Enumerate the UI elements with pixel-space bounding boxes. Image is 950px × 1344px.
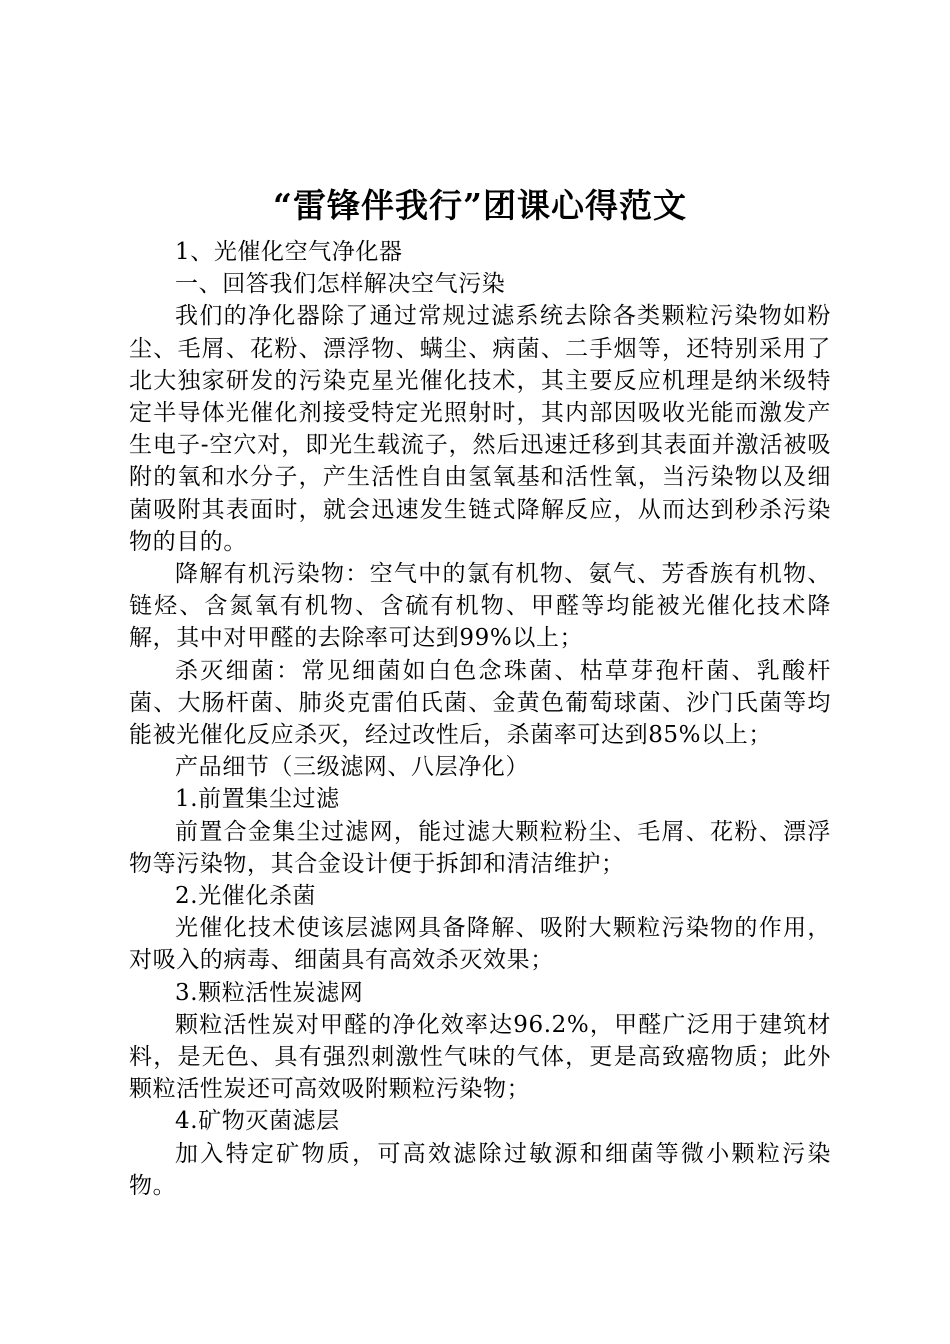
heading-item-1: 1、光催化空气净化器	[175, 239, 403, 265]
heading-product-details: 产品细节（三级滤网、八层净化）	[175, 754, 529, 781]
heading-step-2: 2.光催化杀菌	[175, 883, 317, 910]
paragraph-step-3: 颗粒活性炭对甲醛的净化效率达96.2%，甲醛广泛用于建筑材料，是无色、具有强烈刺激性气味的气体，更是高致癌物质；此外颗粒活性炭还可高效吸附颗粒污染物；	[129, 1011, 831, 1103]
paragraph-step-4: 加入特定矿物质，可高效滤除过敏源和细菌等微小颗粒污染物。	[129, 1140, 831, 1199]
heading-step-4: 4.矿物灭菌滤层	[175, 1108, 340, 1135]
paragraph-step-2: 光催化技术使该层滤网具备降解、吸附大颗粒污染物的作用，对吸入的病毒、细菌具有高效杀灭效果；	[129, 915, 831, 974]
document-page	[129, 184, 831, 1202]
document-title: “雷锋伴我行”团课心得范文	[273, 186, 687, 225]
paragraph-step-1: 前置合金集尘过滤网，能过滤大颗粒粉尘、毛屑、花粉、漂浮物等污染物，其合金设计便于拆卸和清洁维护；	[129, 818, 831, 877]
heading-step-3: 3.颗粒活性炭滤网	[175, 979, 364, 1006]
paragraph-organic: 降解有机污染物：空气中的氯有机物、氨气、芳香族有机物、链烃、含氮氧有机物、含硫有机物、甲醛等均能被光催化技术降解，其中对甲醛的去除率可达到99%以上；	[129, 561, 831, 652]
heading-section-1: 一、回答我们怎样解决空气污染	[175, 271, 506, 298]
paragraph-intro: 我们的净化器除了通过常规过滤系统去除各类颗粒污染物如粉尘、毛屑、花粉、漂浮物、螨尘、病菌、二手烟等，还特别采用了北大独家研发的污染克星光催化技术，其主要反应机理是纳米级特定半导体光催化剂接受特定光照射时，其内部因吸收光能而激发产生电子-空穴对，即光生载流子，然后迅速迁移到其表面并激活被吸附的氧和水分子，产生活性自由氢氧基和活性氧，当污染物以及细菌吸附其表面时，就会迅速发生链式降解反应，从而达到秒杀污染物的目的。	[129, 303, 831, 555]
paragraph-bacteria: 杀灭细菌：常见细菌如白色念珠菌、枯草芽孢杆菌、乳酸杆菌、大肠杆菌、肺炎克雷伯氏菌、金黄色葡萄球菌、沙门氏菌等均能被光催化反应杀灭，经过改性后，杀菌率可达到85%以上；	[129, 657, 831, 749]
heading-step-1: 1.前置集尘过滤	[175, 786, 340, 813]
